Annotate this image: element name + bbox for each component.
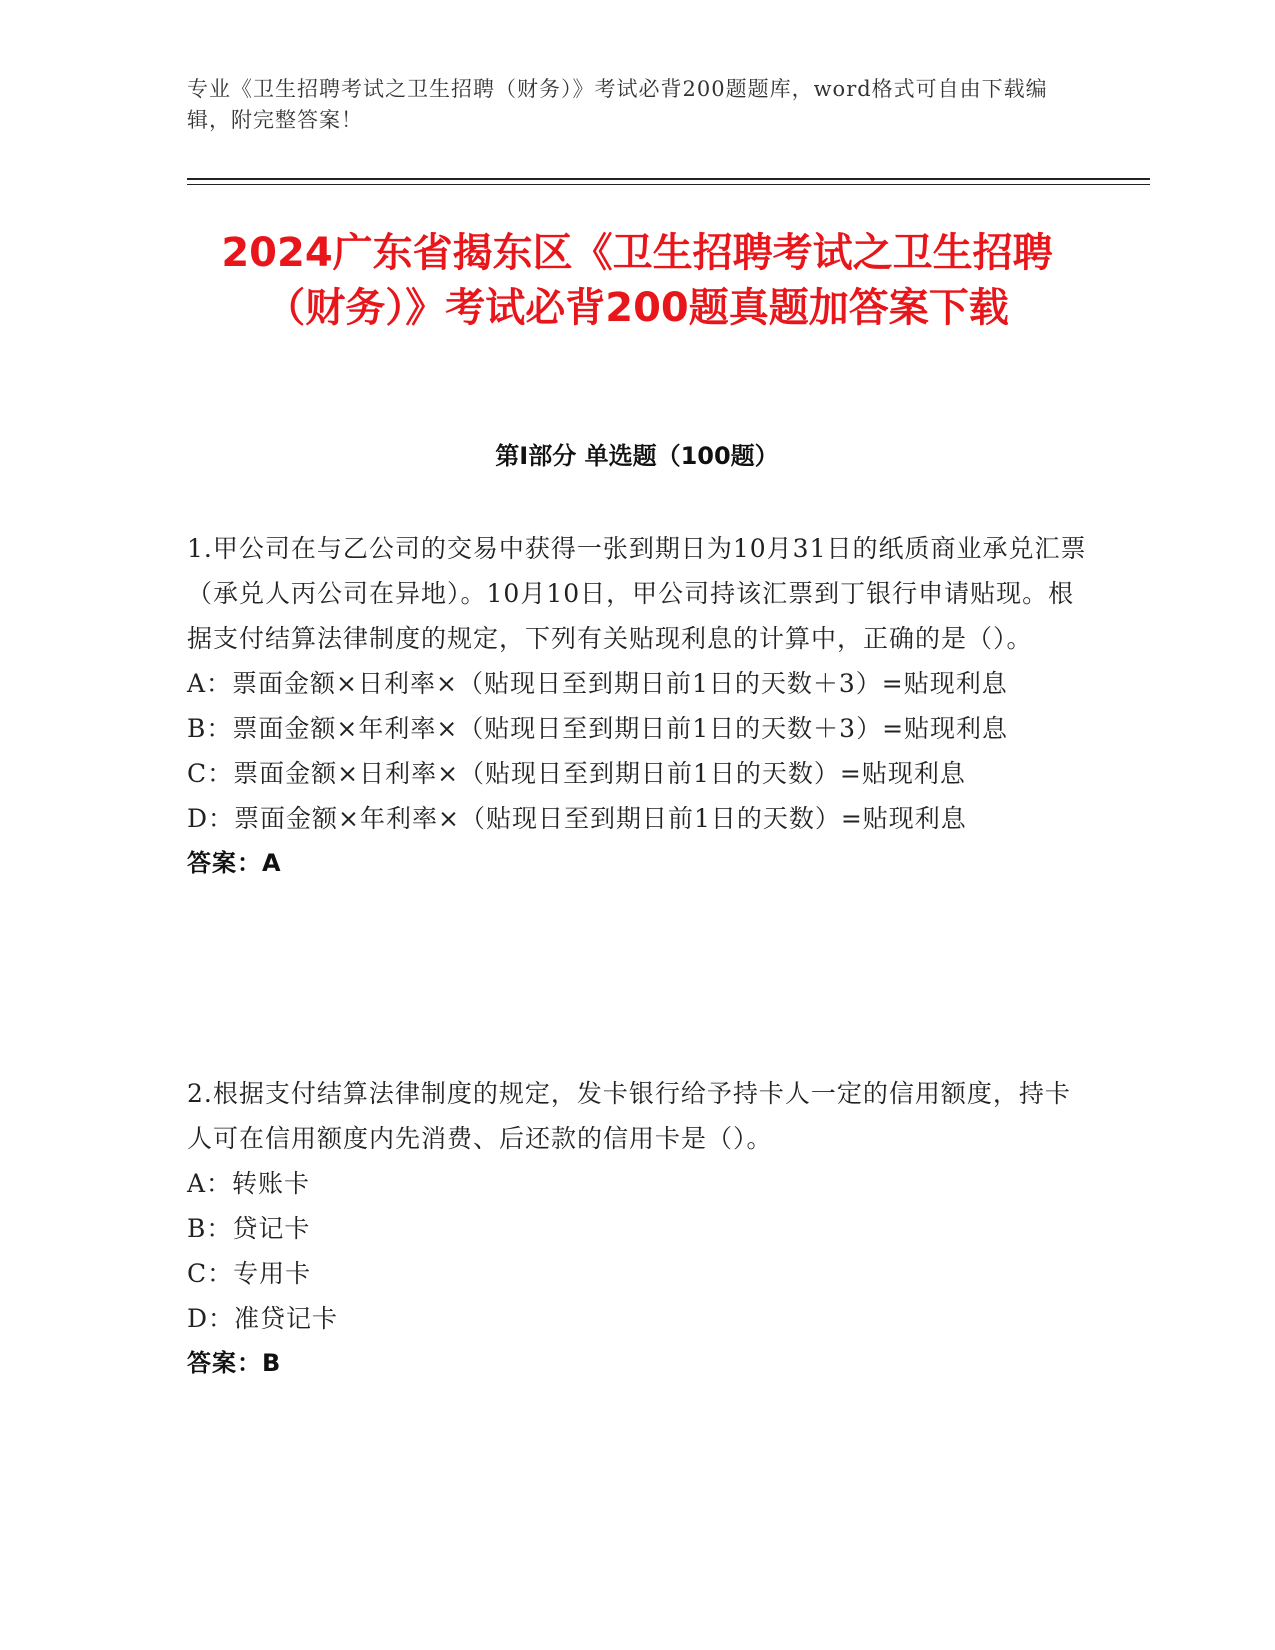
option-b: B：贷记卡 xyxy=(187,1214,311,1243)
document-title: 2024广东省揭东区《卫生招聘考试之卫生招聘（财务）》考试必背200题真题加答案下载 xyxy=(221,230,1053,331)
question-stem: 2.根据支付结算法律制度的规定，发卡银行给予持卡人一定的信用额度，持卡人可在信用额度内先消费、后还款的信用卡是（）。 xyxy=(187,1079,1071,1153)
header-note: 专业《卫生招聘考试之卫生招聘（财务）》考试必背200题题库，word格式可自由下载编辑，附完整答案！ xyxy=(187,77,1048,132)
option-c: C：专用卡 xyxy=(187,1259,312,1288)
option-d: D：准贷记卡 xyxy=(187,1304,339,1333)
section-title: 第Ⅰ部分 单选题（100题） xyxy=(495,442,779,470)
header-divider xyxy=(187,178,1150,180)
question-2 xyxy=(187,1071,1087,1386)
header-divider-thin xyxy=(187,184,1150,185)
option-a: A：转账卡 xyxy=(187,1169,311,1198)
option-b: B：票面金额×年利率×（贴现日至到期日前1日的天数＋3）=贴现利息 xyxy=(187,714,1009,743)
question-stem: 1.甲公司在与乙公司的交易中获得一张到期日为10月31日的纸质商业承兑汇票（承兑人丙公司在异地）。10月10日，甲公司持该汇票到丁银行申请贴现。根据支付结算法律制度的规定，下列有关贴现利息的计算中，正确的是（）。 xyxy=(187,534,1087,653)
option-a: A：票面金额×日利率×（贴现日至到期日前1日的天数＋3）=贴现利息 xyxy=(187,669,1008,698)
question-1 xyxy=(187,526,1087,886)
option-c: C：票面金额×日利率×（贴现日至到期日前1日的天数）=贴现利息 xyxy=(187,759,966,788)
option-d: D：票面金额×年利率×（贴现日至到期日前1日的天数）=贴现利息 xyxy=(187,804,967,833)
answer: 答案：A xyxy=(187,849,282,877)
answer: 答案：B xyxy=(187,1349,282,1377)
